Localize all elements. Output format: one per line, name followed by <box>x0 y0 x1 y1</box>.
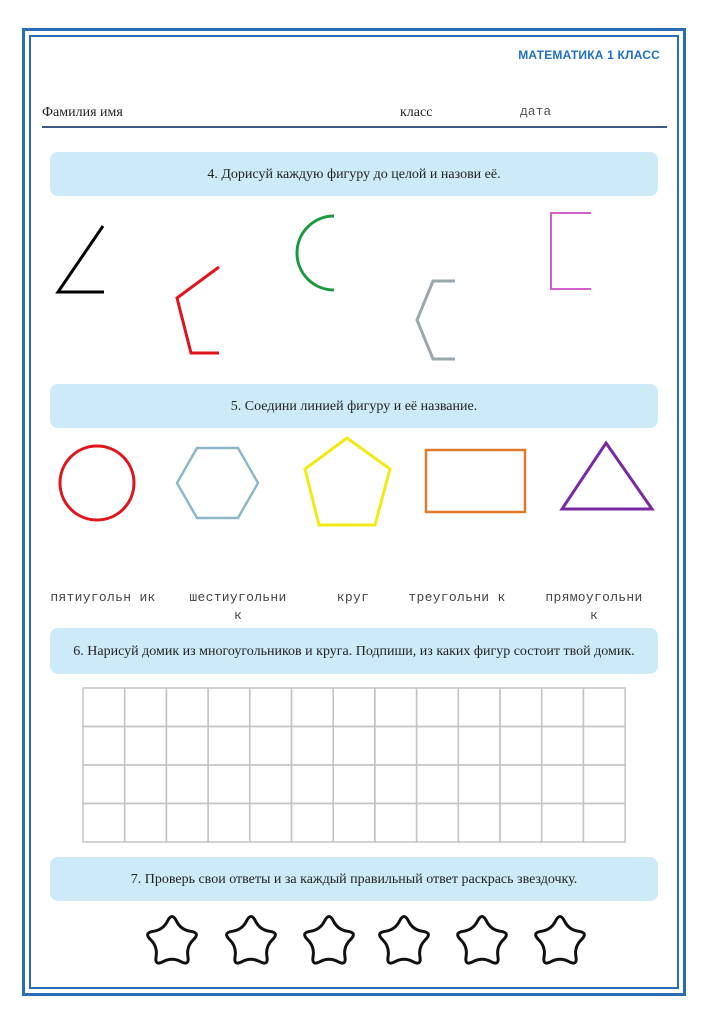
shape-name-hexagon[interactable]: шестиугольни к <box>189 590 287 623</box>
shape-name-circle[interactable]: круг <box>336 590 370 605</box>
shape-name-rectangle[interactable]: прямоугольни к <box>545 590 643 623</box>
star-1[interactable] <box>148 916 197 963</box>
task-4-text: 4. Дорисуй каждую фигуру до целой и назови её. <box>207 166 501 182</box>
task-5-text: 5. Соедини линией фигуру и её название. <box>230 398 478 414</box>
star-3[interactable] <box>305 916 354 963</box>
class-label: класс <box>400 105 433 120</box>
star-4[interactable] <box>380 916 429 963</box>
shape-name-triangle[interactable]: треугольни к <box>408 590 506 605</box>
task-6-text: 6. Нарисуй домик из многоугольников и круга. Подпиши, из каких фигур состоит твой домик. <box>73 643 635 659</box>
star-5[interactable] <box>458 916 507 963</box>
name-label: Фамилия имя <box>42 105 123 120</box>
star-2[interactable] <box>227 916 276 963</box>
star-6[interactable] <box>536 916 585 963</box>
date-label: дата <box>520 104 552 119</box>
subject-title: МАТЕМАТИКА 1 КЛАСС <box>518 48 660 62</box>
shape-name-pentagon[interactable]: пятиугольн ик <box>50 590 156 605</box>
task-7-text: 7. Проверь свои ответы и за каждый правильный ответ раскрась звездочку. <box>130 871 578 887</box>
